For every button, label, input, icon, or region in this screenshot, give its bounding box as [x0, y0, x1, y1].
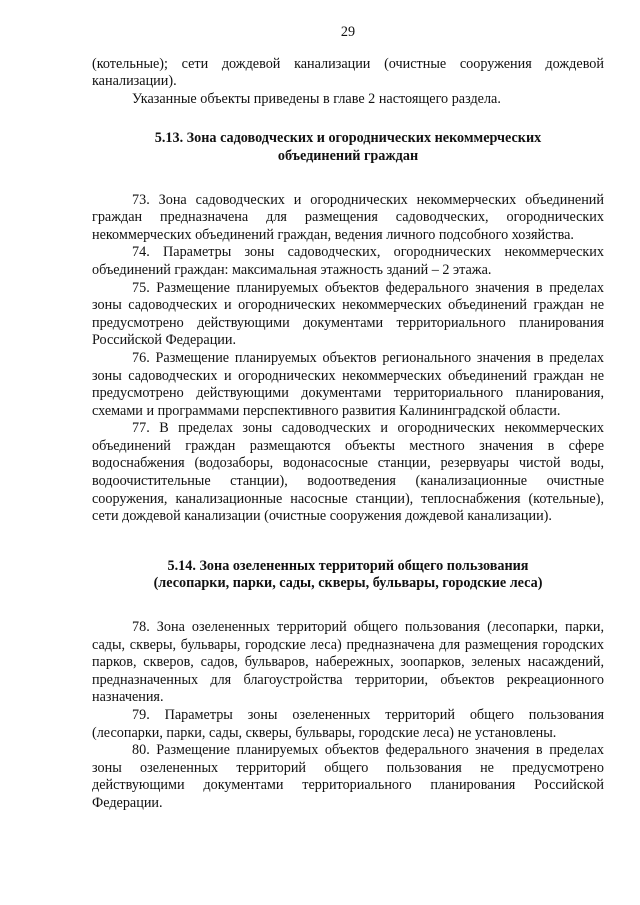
paragraph-76: 76. Размещение планируемых объектов регионального значения в пределах зоны садоводческих и огороднических некоммерческих объединений граждан не предусмотрено действующими документами территориального планирования, схемами и программами перспективного развития Калининградской области.: [92, 349, 604, 419]
paragraph-74: 74. Параметры зоны садоводческих, огороднических некоммерческих объединений граждан: максимальная этажность зданий – 2 этажа.: [92, 244, 604, 278]
paragraph-73: 73. Зона садоводческих и огороднических некоммерческих объединений граждан предназначена для размещения садоводческих, огороднических некоммерческих объединений граждан, ведения личного подсобного хозяйства.: [92, 191, 604, 243]
section-heading-5-13: 5.13. Зона садоводческих и огороднических некоммерческих объединений граждан: [154, 130, 542, 164]
paragraph-77: 77. В пределах зоны садоводческих и огороднических некоммерческих объединений граждан размещаются объекты местного значения в сфере водоснабжения (водозаборы, водонасосные станции, резервуары чистой воды, водоочистительные станции), водоотведения (канализационные очистные сооружения, канализационные насосные станции), теплоснабжения (котельные), сети дождевой канализации (очистные сооружения дождевой канализации).: [92, 420, 604, 525]
paragraph-79: 79. Параметры зоны озелененных территорий общего пользования (лесопарки, парки, сады, скверы, бульвары, городские леса) не установлены.: [92, 707, 604, 741]
paragraph-80: 80. Размещение планируемых объектов федерального значения в пределах зоны озелененных территорий общего пользования не предусмотрено действующими документами территориального планирования Российской Федерации.: [92, 742, 604, 811]
continuation-note: Указанные объекты приведены в главе 2 настоящего раздела.: [132, 90, 501, 107]
page-number: 29: [340, 24, 356, 40]
document-page: [92, 24, 604, 813]
paragraph-78: 78. Зона озелененных территорий общего пользования (лесопарки, парки, сады, скверы, бульвары, городские леса) предназначена для размещения городских парков, скверов, садов, бульваров, набережных, зоопарков, зеленых насаждений, предназначенных для благоустройства территории, объектов рекреационного назначения.: [92, 619, 604, 706]
section-heading-5-14: 5.14. Зона озелененных территорий общего пользования (лесопарки, парки, сады, скверы, бульвары, городские леса): [153, 557, 543, 592]
continuation-paragraph: (котельные); сети дождевой канализации (очистные сооружения дождевой канализации).: [92, 55, 604, 90]
paragraph-75: 75. Размещение планируемых объектов федерального значения в пределах зоны садоводческих и огороднических некоммерческих объединений граждан не предусмотрено действующими документами территориального планирования Российской Федерации.: [92, 279, 604, 349]
